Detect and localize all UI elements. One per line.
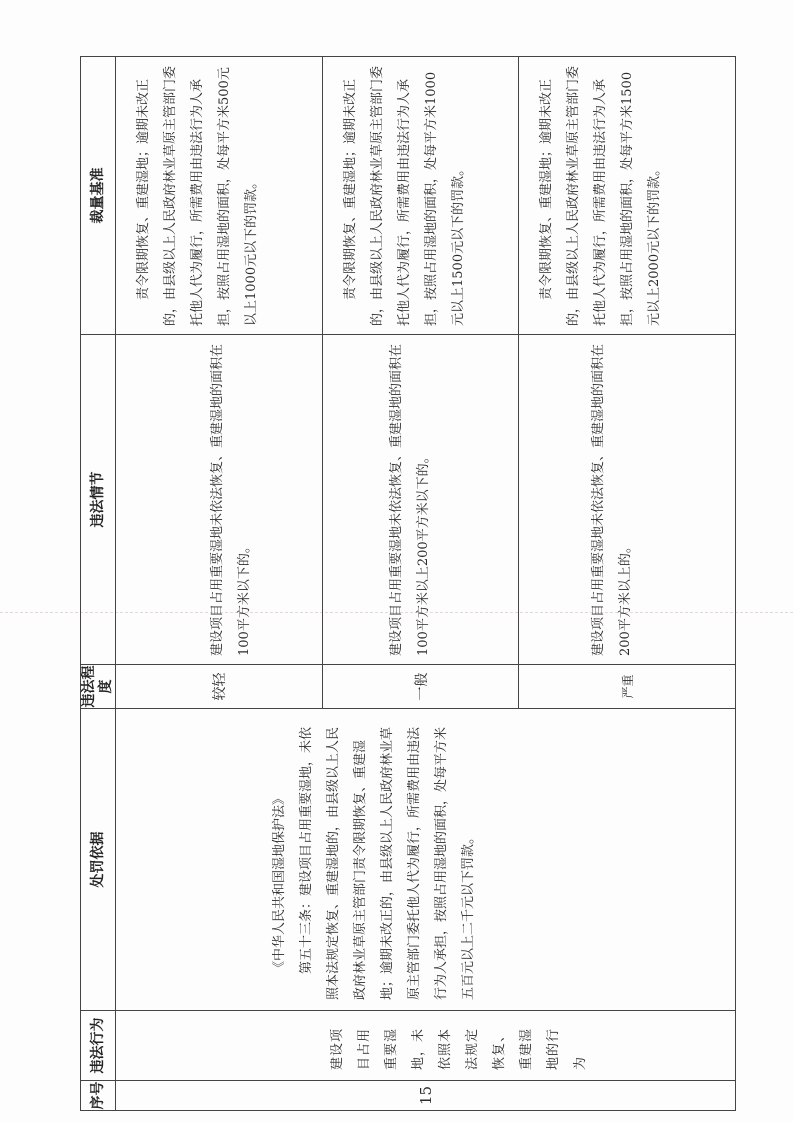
standard-general: 责令限期恢复、重建湿地；逾期未改正的，由县级以上人民政府林业草原主管部门委托他人代为履行，所需费用由违法行为人承担，按照占用湿地的面积，处每平方米1000元以上1500元以下的罚款。 <box>323 57 519 335</box>
header-degree: 违法程度 <box>81 665 114 708</box>
circumstance-severe: 建设项目占用重要湿地未依法恢复、重建湿地的面积在200平方米以上的。 <box>519 335 736 665</box>
degree-severe: 严重 <box>519 665 736 709</box>
header-seq: 序号 <box>81 1081 116 1111</box>
degree-general: 一般 <box>323 665 519 709</box>
header-behavior: 违法行为 <box>81 1011 116 1081</box>
law-title: 《中华人民共和国湿地保护法》 <box>272 791 287 974</box>
circumstance-general: 建设项目占用重要湿地未依法恢复、重建湿地的面积在100平方米以上200平方米以下的。 <box>323 335 519 665</box>
penalty-basis <box>116 709 736 1011</box>
header-row <box>81 57 116 1111</box>
header-basis: 处罚依据 <box>81 709 116 1011</box>
penalty-discretion-table <box>80 56 736 1111</box>
standard-severe: 责令限期恢复、重建湿地；逾期未改正的，由县级以上人民政府林业草原主管部门委托他人代为履行，所需费用由违法行为人承担，按照占用湿地的面积，处每平方米1500元以上2000元以下的罚款。 <box>519 57 736 335</box>
header-standard: 裁量基准 <box>81 57 116 335</box>
seq-number: 15 <box>116 1081 736 1111</box>
table-row <box>116 57 323 1111</box>
degree-light: 较轻 <box>116 665 323 709</box>
header-circumstance: 违法情节 <box>81 335 116 665</box>
violation-behavior: 建设项目占用重要湿地，未依照本法规定恢复、重建湿地的行为 <box>116 1011 736 1081</box>
rotated-table-wrapper <box>80 57 736 1111</box>
circumstance-light: 建设项目占用重要湿地未依法恢复、重建湿地的面积在100平方米以下的。 <box>116 335 323 665</box>
law-article-text: 第五十三条：建设项目占用重要湿地，未依照本法规定恢复、重建湿地的，由县级以上人民政府林业草原主管部门责令限期恢复、重建湿地；逾期未改正的，由县级以上人民政府林业草原主管部门委托他人代为履行，所需费用由违法行为人承担，按照占用湿地的面积，处每平方米五百元以上二千元以下罚款。 <box>299 726 476 1000</box>
standard-light: 责令限期恢复、重建湿地；逾期未改正的，由县级以上人民政府林业草原主管部门委托他人代为履行，所需费用由违法行为人承担，按照占用湿地的面积，处每平方米500元以上1000元以下的罚款。 <box>116 57 323 335</box>
